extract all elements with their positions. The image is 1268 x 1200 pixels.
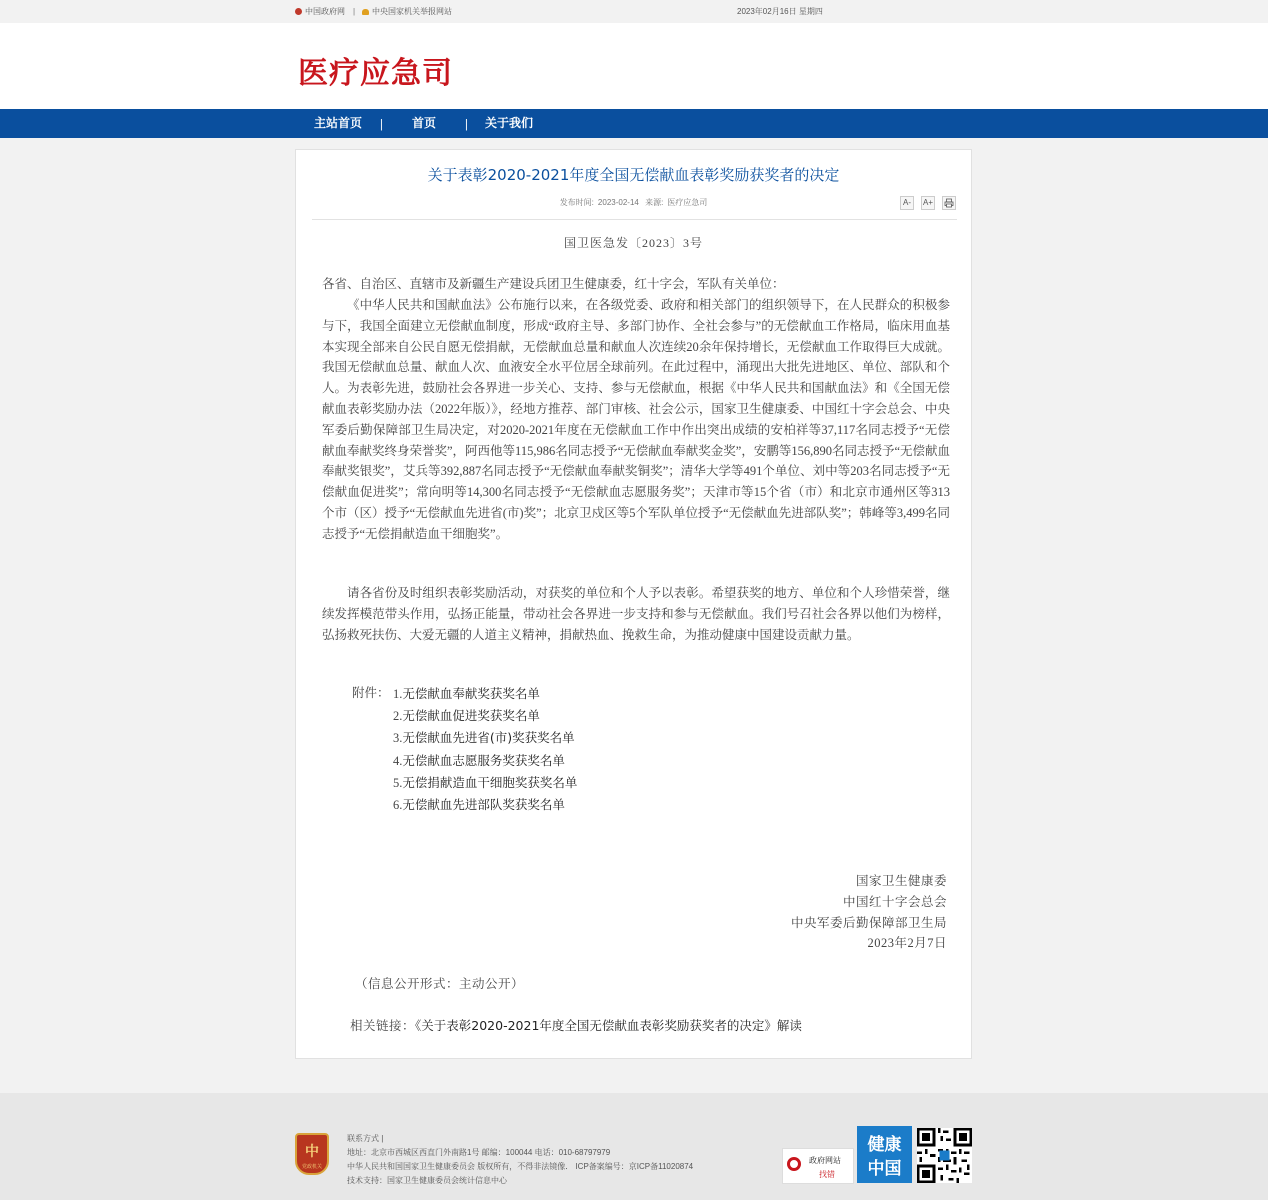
nav-item-home[interactable]: 首页 [412, 116, 437, 130]
attachments-list [393, 683, 577, 816]
footer-copyright: 中华人民共和国国家卫生健康委员会 版权所有，不得非法镜像． ICP备案编号：京ICP备11020874 [347, 1162, 694, 1171]
published-label: 发布时间: [559, 198, 594, 207]
title-divider [312, 219, 957, 220]
footer-address: 地址：北京市西城区西直门外南路1号 邮编：100044 电话：010-68797979 [347, 1148, 611, 1157]
gov-site-error-report-button[interactable]: 政府网站 找错 [782, 1148, 854, 1184]
related-label: 相关链接： [350, 1019, 416, 1033]
party-government-badge-icon[interactable]: 中 党政机关 [295, 1133, 329, 1175]
related-links [350, 1016, 802, 1034]
gov-site-link[interactable]: 中国政府网 [295, 0, 345, 23]
document-number: 国卫医急发〔2023〕3号 [563, 236, 703, 250]
attachment-link[interactable]: 无偿献血先进省(市)奖获奖名单 [402, 730, 575, 746]
attachment-item: 1.无偿献血奉献奖获奖名单 [393, 686, 540, 701]
printer-icon [944, 198, 954, 208]
body-paragraph: 请各省份及时组织表彰奖励活动，对获奖的单位和个人予以表彰。希望获奖的地方、单位和个人珍惜荣誉，继续发挥模范带头作用，弘扬正能量，带动社会各界进一步支持和参与无偿献血。我们号召社会各界以他们为榜样，弘扬救死扶伤、大爱无疆的人道主义精神，捐献热血、挽救生命，为推动健康中国建设贡献力量。 [322, 586, 950, 642]
signer: 中国红十字会总会 [842, 894, 947, 909]
signer: 中央军委后勤保障部卫生局 [790, 915, 947, 930]
article-meta [296, 197, 971, 208]
attachment-link[interactable]: 无偿献血奉献奖获奖名单 [402, 686, 540, 701]
body-paragraph: 《中华人民共和国献血法》公布施行以来，在各级党委、政府和相关部门的组织领导下，在人民群众的积极参与下，我国全面建立无偿献血制度，形成“政府主导、多部门协作、全社会参与”的无偿献血工作格局，临床用血基本实现全部来自公民自愿无偿捐献，无偿献血总量和献血人次连续20余年保持增长，无偿献血工作取得巨大成就。我国无偿献血总量、献血人次、血液安全水平位居全球前列。在此过程中，涌现出大批先进地区、单位、部队和个人。为表彰先进，鼓励社会各界进一步关心、支持、参与无偿献血，根据《中华人民共和国献血法》和《全国无偿献血表彰奖励办法（2022年版）》，经地方推荐、部门审核、社会公示，国家卫生健康委、中国红十字会总会、中央军委后勤保障部卫生局决定，对2020-2021年度在无偿献血工作中作出突出成绩的安柏祥等37,117名同志授予“无偿献血奉献奖终身荣誉奖”，阿西他等115,986名同志授予“无偿献血奉献奖金奖”，安鹏等156,890名同志授予“无偿献血奉献奖银奖”，艾兵等392,887名同志授予“无偿献血奉献奖铜奖”；清华大学等491个单位、刘中等203名同志授予“无偿献血促进奖”；常向明等14,300名同志授予“无偿献血志愿服务奖”；天津市等15个省（市）和北京市通州区等313个市（区）授予“无偿献血先进省(市)奖”；北京卫戍区等5个军队单位授予“无偿献血先进部队奖”；韩峰等3,499名同志授予“无偿捐献造血干细胞奖”。 [322, 298, 950, 541]
nav-item-main-home[interactable]: 主站首页 [314, 116, 363, 130]
current-date: 2023年02月16日 星期四 [737, 7, 823, 16]
published-date: 2023-02-14 [597, 198, 639, 207]
report-site-link[interactable]: 中央国家机关举报网站 [362, 0, 452, 23]
magnifier-icon [787, 1157, 801, 1171]
attachment-link[interactable]: 无偿献血先进部队奖获奖名单 [402, 797, 565, 813]
health-china-logo[interactable]: 健康 中国 [857, 1126, 912, 1183]
attachment-link[interactable]: 无偿捐献造血干细胞奖获奖名单 [402, 774, 578, 790]
attachment-link[interactable]: 无偿献血志愿服务奖获奖名单 [402, 752, 565, 768]
footer-info [347, 1132, 693, 1188]
addressee: 各省、自治区、直辖市及新疆生产建设兵团卫生健康委，红十字会，军队有关单位： [322, 277, 785, 291]
nav-separator: | [465, 116, 468, 131]
footer-contact[interactable]: 联系方式 | [347, 1134, 384, 1143]
attachment-item: 6.无偿献血先进部队奖获奖名单 [393, 797, 565, 813]
print-button[interactable] [942, 196, 956, 210]
footer-tech-support: 技术支持：国家卫生健康委员会统计信息中心 [347, 1176, 507, 1185]
attachment-item: 5.无偿捐献造血干细胞奖获奖名单 [393, 774, 578, 790]
attachment-link[interactable]: 无偿献血促进奖获奖名单 [402, 708, 540, 724]
attachment-item: 3.无偿献血先进省(市)奖获奖名单 [393, 730, 575, 746]
source-value: 医疗应急司 [667, 198, 708, 207]
signer: 国家卫生健康委 [855, 874, 947, 888]
nav-item-about[interactable]: 关于我们 [485, 116, 534, 130]
top-utility-bar [0, 0, 1268, 23]
qr-code-icon [917, 1128, 972, 1183]
attachment-item: 4.无偿献血志愿服务奖获奖名单 [393, 752, 565, 768]
article-title: 关于表彰2020-2021年度全国无偿献血表彰奖励获奖者的决定 [427, 166, 840, 184]
site-footer [0, 1093, 1268, 1200]
nav-separator: | [380, 116, 383, 131]
report-icon [362, 9, 369, 15]
attachment-item: 2.无偿献血促进奖获奖名单 [393, 708, 540, 724]
related-link[interactable]: 《关于表彰2020-2021年度全国无偿献血表彰奖励获奖者的决定》解读 [415, 1018, 802, 1033]
signers-block [791, 871, 947, 954]
site-logo[interactable]: 医疗应急司 [298, 56, 453, 91]
sign-date: 2023年2月7日 [867, 936, 947, 951]
font-larger-button[interactable]: A+ [921, 196, 935, 210]
source-label: 来源: [645, 198, 664, 207]
article-card [295, 149, 972, 1059]
national-emblem-icon [295, 8, 302, 15]
disclosure-note: （信息公开形式：主动公开） [355, 977, 525, 991]
topbar-separator: | [353, 7, 356, 16]
attachments-label: 附件： [352, 686, 390, 700]
font-smaller-button[interactable]: A- [900, 196, 914, 210]
main-nav [0, 109, 1268, 138]
site-header [0, 23, 1268, 109]
